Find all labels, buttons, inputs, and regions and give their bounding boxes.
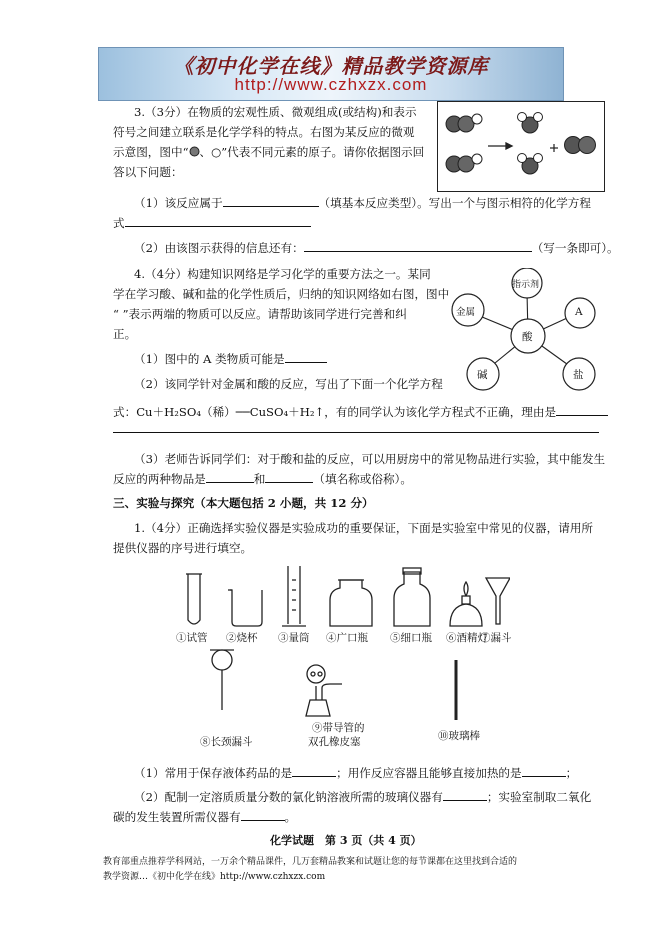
product-molecule-2 <box>518 154 543 175</box>
banner-url[interactable]: http://www.czhxzx.com <box>234 75 428 94</box>
q4-part1 <box>134 351 327 367</box>
knowledge-network <box>448 268 606 400</box>
s3-part2-end: 。 <box>284 810 297 824</box>
reaction-diagram-svg <box>438 102 604 191</box>
label-funnel: ⑦漏斗 <box>480 632 512 644</box>
q4-part3-text: （填名称或俗称）。 <box>313 472 412 486</box>
s3-liquid-storage-blank[interactable] <box>292 776 336 777</box>
q3-line2: 符号之间建立联系是化学学科的特点。右图为某反应的微观 <box>113 125 415 139</box>
product-molecule-3 <box>565 137 596 154</box>
label-stopper-2: 双孔橡皮塞 <box>308 736 361 748</box>
q3-line3 <box>113 144 424 160</box>
node-base-label: 碱 <box>477 369 488 381</box>
node-acid-label: 酸 <box>522 331 533 343</box>
q4-line3: “ ”表示两端的物质可以反应。请帮助该同学进行完善和纠 <box>113 307 407 321</box>
label-long-neck-funnel: ⑧长颈漏斗 <box>200 736 253 748</box>
beaker-icon <box>230 590 262 626</box>
product-molecule-1 <box>518 113 543 134</box>
hatched-atom-icon <box>189 146 200 157</box>
test-tube-icon <box>188 574 200 624</box>
s3-heat-vessel-blank[interactable] <box>522 776 566 777</box>
q3-part1-cont <box>113 215 311 231</box>
q4-part2-cont-text: 式：Cu＋H₂SO₄（稀）──CuSO₄＋H₂↑，有的同学认为该化学方程式不正确，理由是 <box>113 405 557 419</box>
q4-item2-blank[interactable] <box>265 482 313 483</box>
s3-part1-label: （1）常用于保存液体药品的是 <box>134 766 293 780</box>
q4-reason-blank[interactable] <box>556 415 608 416</box>
footer-note-2[interactable]: 教学资源…《初中化学在线》http://www.czhxzx.com <box>103 872 326 882</box>
node-a-label: A <box>575 306 583 318</box>
s3-part2-text: ；实验室制取二氧化 <box>486 790 592 804</box>
page-number: 化学试题 第 3 页（共 4 页） <box>270 834 422 847</box>
s3-part2 <box>134 789 591 805</box>
s3-part2-cont-label: 碳的发生装置所需仪器有 <box>113 810 241 824</box>
s3-q1-line1: 1.（4分）正确选择实验仪器是实验成功的重要保证，下面是实验室中常见的仪器，请用所 <box>134 521 594 535</box>
s3-part2-label: （2）配制一定溶质质量分数的氯化钠溶液所需的玻璃仪器有 <box>134 790 443 804</box>
s3-part1 <box>134 765 577 781</box>
plus-sign <box>550 144 558 152</box>
q3-line3-rest: 、○”代表不同元素的原子。请你依据图示回 <box>199 145 425 159</box>
q4-part3: （3）老师告诉同学们：对于酸和盐的反应，可以用厨房中的常见物品进行实验，其中能发生 <box>134 452 606 466</box>
q3-line4: 答以下问题： <box>113 165 183 179</box>
q4-a-type-blank[interactable] <box>285 362 327 363</box>
q3-reaction-type-blank[interactable] <box>223 206 319 207</box>
s3-q1-line2: 提供仪器的序号进行填空。 <box>113 541 253 555</box>
wide-bottle-icon <box>330 580 372 626</box>
reactant-molecule-1 <box>446 114 482 132</box>
q3-info-blank[interactable] <box>304 251 532 252</box>
q4-part1-label: （1）图中的 A 类物质可能是 <box>134 352 285 366</box>
q3-equation-blank[interactable] <box>125 226 311 227</box>
instruments-figure <box>170 560 510 760</box>
label-narrow-bottle: ⑤细口瓶 <box>390 632 432 644</box>
label-test-tube: ①试管 <box>176 632 208 644</box>
q4-line1: 4.（4分）构建知识网络是学习化学的重要方法之一。某同 <box>134 267 431 281</box>
q4-part3-label: 反应的两种物品是 <box>113 472 206 486</box>
label-stopper-1: ⑨带导管的 <box>312 722 365 734</box>
label-cylinder: ③量筒 <box>278 632 310 644</box>
node-salt-label: 盐 <box>573 369 584 381</box>
q4-part3-cont <box>113 471 412 487</box>
q4-part2: （2）该同学针对金属和酸的反应，写出了下面一个化学方程 <box>134 377 443 391</box>
q3-part1-label: （1）该反应属于 <box>134 196 223 210</box>
q4-part2-cont <box>113 404 608 420</box>
narrow-bottle-icon <box>394 572 430 626</box>
s3-part1-text: ；用作反应容器且能够直接加热的是 <box>336 766 522 780</box>
q3-line3-text: 示意图，图中“ <box>113 145 189 159</box>
q4-reason-line[interactable] <box>113 432 599 433</box>
q3-part1-cont-label: 式 <box>113 216 125 230</box>
label-glass-rod: ⑩玻璃棒 <box>438 730 480 742</box>
q4-and: 和 <box>253 472 266 486</box>
s3-glassware-blank[interactable] <box>443 800 487 801</box>
q4-line2: 学在学习酸、碱和盐的化学性质后，归纳的知识网络如右图，图中 <box>113 287 450 301</box>
s3-part1-end: ； <box>565 766 578 780</box>
q4-line4: 正。 <box>113 327 137 341</box>
q3-line1: 3.（3分）在物质的宏观性质、微观组成(或结构)和表示 <box>134 105 417 119</box>
node-metal-label: 金属 <box>456 307 476 318</box>
q3-part2-label: （2）由该图示获得的信息还有： <box>134 241 304 255</box>
q3-part2-text: （写一条即可）。 <box>531 241 619 255</box>
q3-part1-text: （填基本反应类型）。写出一个与图示相符的化学方程 <box>318 196 591 210</box>
s3-part2-cont <box>113 809 296 825</box>
s3-co2-apparatus-blank[interactable] <box>241 820 285 821</box>
reaction-diagram <box>437 101 605 192</box>
q3-part1 <box>134 195 591 211</box>
reactant-molecule-2 <box>446 154 482 172</box>
cylinder-icon <box>282 566 306 626</box>
label-beaker: ②烧杯 <box>226 632 258 644</box>
banner-title: 《初中化学在线》精品教学资源库 <box>173 54 489 78</box>
label-wide-bottle: ④广口瓶 <box>326 632 368 644</box>
site-banner <box>98 47 564 101</box>
long-neck-funnel-icon <box>212 650 232 670</box>
section3-heading: 三、实验与探究（本大题包括 2 小题，共 12 分） <box>113 496 374 510</box>
alcohol-lamp-icon <box>450 604 482 626</box>
label-alcohol-lamp: ⑥酒精灯 <box>446 632 488 644</box>
funnel-icon <box>486 578 510 624</box>
reaction-arrow <box>488 143 512 149</box>
q3-part2 <box>134 240 619 256</box>
q4-item1-blank[interactable] <box>206 482 254 483</box>
footer-note-1: 教育部重点推荐学科网站，一万余个精品课件，几万套精品教案和试题让您的每节课都在这里找到合适的 <box>103 857 518 867</box>
node-indicator-label: 指示剂 <box>512 280 540 290</box>
